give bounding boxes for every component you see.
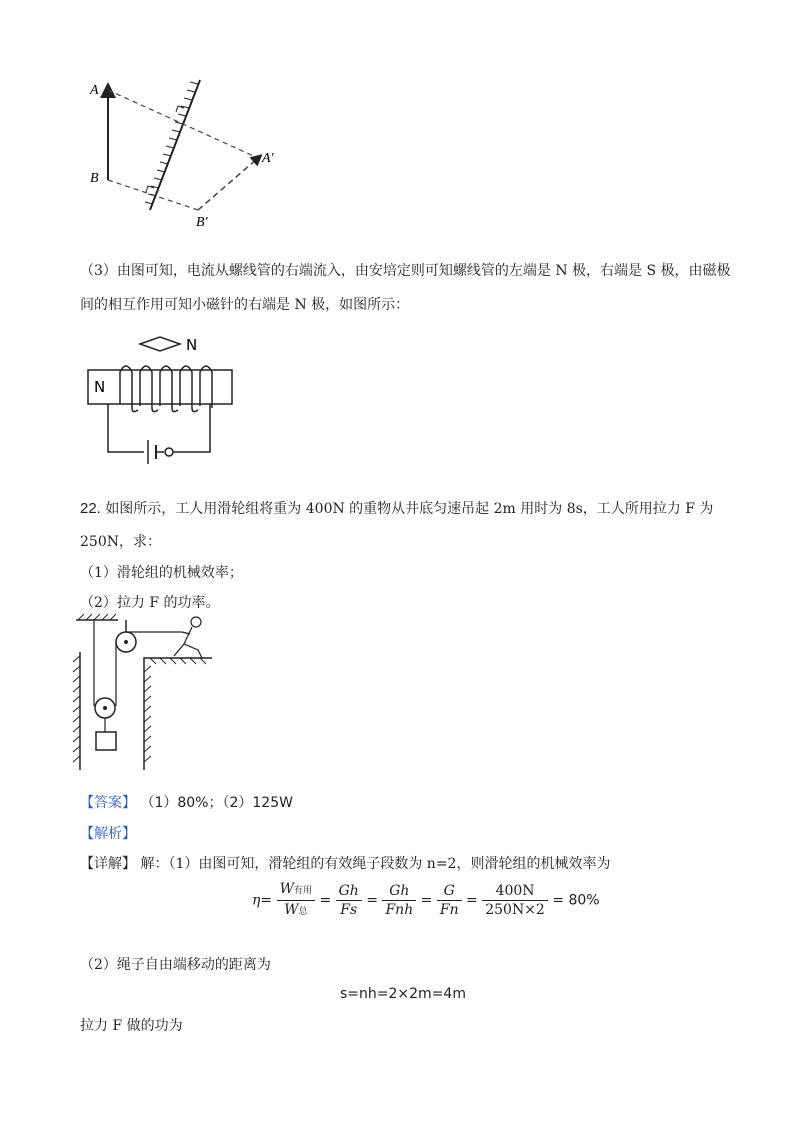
eta-label: η= <box>252 892 273 909</box>
frac-work: $\frac{\text{W有用}}{\text{W总}}$ <box>277 880 315 921</box>
frac-gh-fnh: $\frac{Gh}{\text{Fnh}}$ <box>382 882 416 919</box>
solenoid-n-label: N <box>94 378 106 396</box>
dash-a-to-aprime <box>108 90 258 158</box>
label-b: B <box>90 171 99 186</box>
mirror-hatching <box>145 82 198 204</box>
switch-terminal <box>165 448 173 456</box>
right-wall-hatching <box>144 658 206 762</box>
q22-line2: 250N，求： <box>80 534 161 550</box>
frac-g-fn: $\frac{G}{Fn}$ <box>437 882 462 919</box>
solenoid-figure <box>82 330 252 470</box>
answer-line <box>80 795 293 812</box>
q22-sub1: （1）滑轮组的机械效率； <box>80 565 243 581</box>
distance-line: （2）绳子自由端移动的距离为 <box>80 957 271 973</box>
circuit-wire-right <box>173 404 210 452</box>
label-b-prime: B′ <box>196 215 208 230</box>
ceiling-hatching <box>78 614 116 620</box>
pulley-figure <box>70 612 220 777</box>
image-arrow-aprime-bprime <box>198 158 258 210</box>
frac-gh-fs: $\frac{Gh}{Fs}$ <box>336 882 362 919</box>
movable-pulley-axle <box>103 706 107 710</box>
answer-tag: 【答案】 <box>80 795 136 811</box>
circuit-wire <box>108 404 144 452</box>
left-wall-hatching <box>73 656 80 762</box>
frac-numeric: $\frac{400N}{250N\times 2}$ <box>482 882 548 919</box>
compass-needle <box>140 337 180 351</box>
detail-tag: 【详解】 <box>80 856 136 872</box>
part3-line1: （3）由图可知，电流从螺线管的右端流入，由安培定则可知螺线管的左端是 N 极，右端是 S 极，由磁极 <box>80 263 731 279</box>
detail-line <box>80 856 610 873</box>
right-wall-ground <box>144 658 212 770</box>
efficiency-formula: η= $\frac{\text{W有用}}{\text{W总}}$ = $\frac{Gh}{Fs}$ = $\frac{Gh}{\text{Fnh}}$ = $\frac{G}{Fn}$ = $\frac{400N}{250N\times 2}$ = 80% <box>252 880 600 921</box>
distance-formula: s=nh=2×2m=4m <box>340 986 466 1002</box>
efficiency-result: 80% <box>568 892 600 909</box>
compass-n-label: N <box>186 336 198 354</box>
work-line: 拉力 F 做的功为 <box>80 1018 183 1034</box>
label-a-prime: A′ <box>262 151 274 166</box>
analysis-tag: 【解析】 <box>80 826 136 842</box>
detail-text: 解：（1）由图可知，滑轮组的有效绳子段数为 n=2，则滑轮组的机械效率为 <box>140 856 611 872</box>
worker <box>174 617 202 658</box>
dash-b-to-bprime <box>108 180 198 210</box>
label-a: A <box>90 83 99 98</box>
part3-line2: 间的相互作用可知小磁针的右端是 N 极，如图所示： <box>80 297 410 313</box>
q22-sub2: （2）拉力 F 的功率。 <box>80 595 220 611</box>
plane-mirror <box>150 80 200 210</box>
mirror-reflection-figure <box>80 70 300 230</box>
heavy-object <box>96 732 116 750</box>
q22-line1 <box>80 500 713 518</box>
q22-text: 如图所示，工人用滑轮组将重为 400N 的重物从井底匀速吊起 2m 用时为 8s，工人所用拉力 F 为 <box>105 501 714 517</box>
question-number: 22. <box>80 500 101 517</box>
answer-text: （1）80%；（2）125W <box>140 795 293 811</box>
fixed-pulley-axle <box>124 640 128 644</box>
